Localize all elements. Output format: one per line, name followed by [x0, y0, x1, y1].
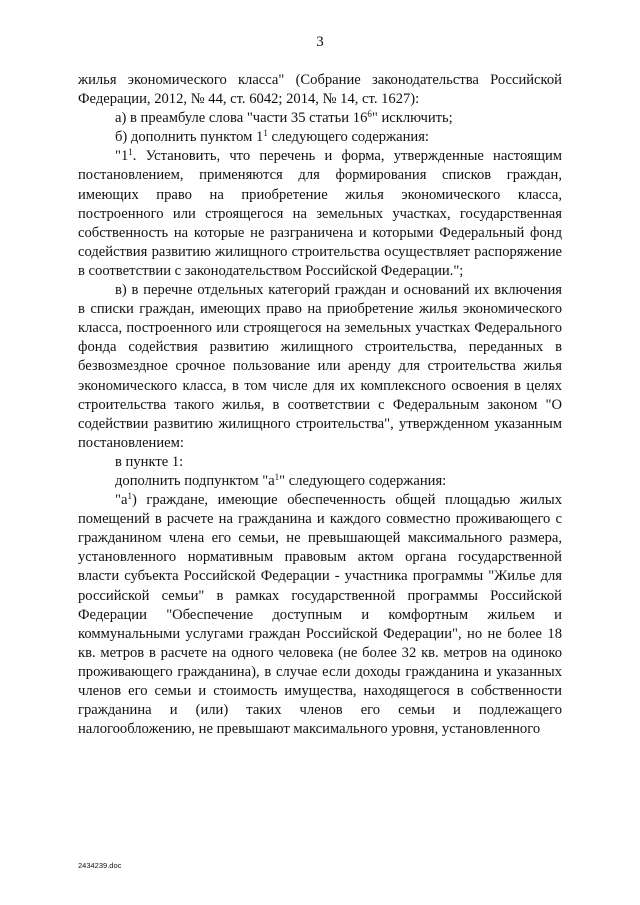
text-run: дополнить подпунктом "а: [115, 472, 275, 489]
document-body: [78, 71, 562, 739]
paragraph-p1: [78, 71, 562, 109]
superscript: 1: [263, 128, 268, 139]
text-run: " следующего содержания:: [279, 472, 447, 489]
text-run: . Установить, что перечень и форма, утвержденные настоящим постановлением, применяются для формирования списков граждан, имеющих право на приобретение жилья экономического класса, построенного или строящегося на земельных участках, государственная собственность на которые не разграничена и которыми Федеральный фонд содействия развитию жилищного строительства осуществляет распоряжение в соответствии с законодательством Российской Федерации.";: [78, 148, 562, 279]
superscript: 1: [128, 147, 133, 158]
text-run: ) граждане, имеющие обеспеченность общей площадью жилых помещений в расчете на гражданина и каждого совместно проживающего с гражданином члена его семьи, не превышающей максимального размера, установленного нормативным правовым актом органа государственной власти субъекта Российской Федерации - участника программы "Жилье для российской семьи" в рамках государственной программы Российской Федерации "Обеспечение доступным и комфортным жильем и коммунальными услугами граждан Российской Федерации", но не более 18 кв. метров в расчете на одного человека (не более 32 кв. метров на одиноко проживающего гражданина), в случае если доходы гражданина и указанных членов его семьи и стоимость имущества, находящегося в собственности гражданина и (или) таких членов его семьи и подлежащего налогообложению, не превышают максимального уровня, установленного: [78, 492, 562, 738]
text-run: "1: [115, 148, 129, 165]
text-run: " исключить;: [371, 110, 453, 127]
text-run: в) в перечне отдельных категорий граждан и оснований их включения в списки граждан, имеющих право на приобретение жилья экономического класса, построенного или строящегося на земельных участках Федерального фонда содействия развитию жилищного строительства, переданных в безвозмездное срочное пользование или аренду для строительства жилья экономического класса, в том числе для их комплексного освоения в целях строительства такого жилья, в соответствии с Федеральным законом "О содействии развитию жилищного строительства", утвержденном указанным постановлением:: [78, 282, 562, 451]
text-run: а) в преамбуле слова "части 35 статьи 16: [115, 110, 368, 127]
paragraph-p8: [78, 491, 562, 739]
text-run: б) дополнить пунктом 1: [115, 129, 264, 146]
text-run: следующего содержания:: [267, 129, 429, 146]
paragraph-p3: [78, 128, 562, 147]
superscript: 1: [127, 491, 132, 502]
text-run: в пункте 1:: [115, 453, 184, 470]
page-number: 3: [316, 34, 324, 50]
superscript: 6: [367, 109, 372, 120]
paragraph-p7: [78, 472, 562, 491]
paragraph-p6: [78, 453, 562, 472]
paragraph-p2: [78, 109, 562, 128]
text-run: "а: [115, 492, 128, 509]
text-run: жилья экономического класса" (Собрание законодательства Российской Федерации, 2012, № 44, ст. 6042; 2014, № 14, ст. 1627):: [78, 72, 562, 108]
paragraph-p5: [78, 281, 562, 453]
paragraph-p4: [78, 147, 562, 281]
document-file-id: 2434239.doc: [78, 861, 122, 870]
superscript: 1: [274, 471, 280, 482]
